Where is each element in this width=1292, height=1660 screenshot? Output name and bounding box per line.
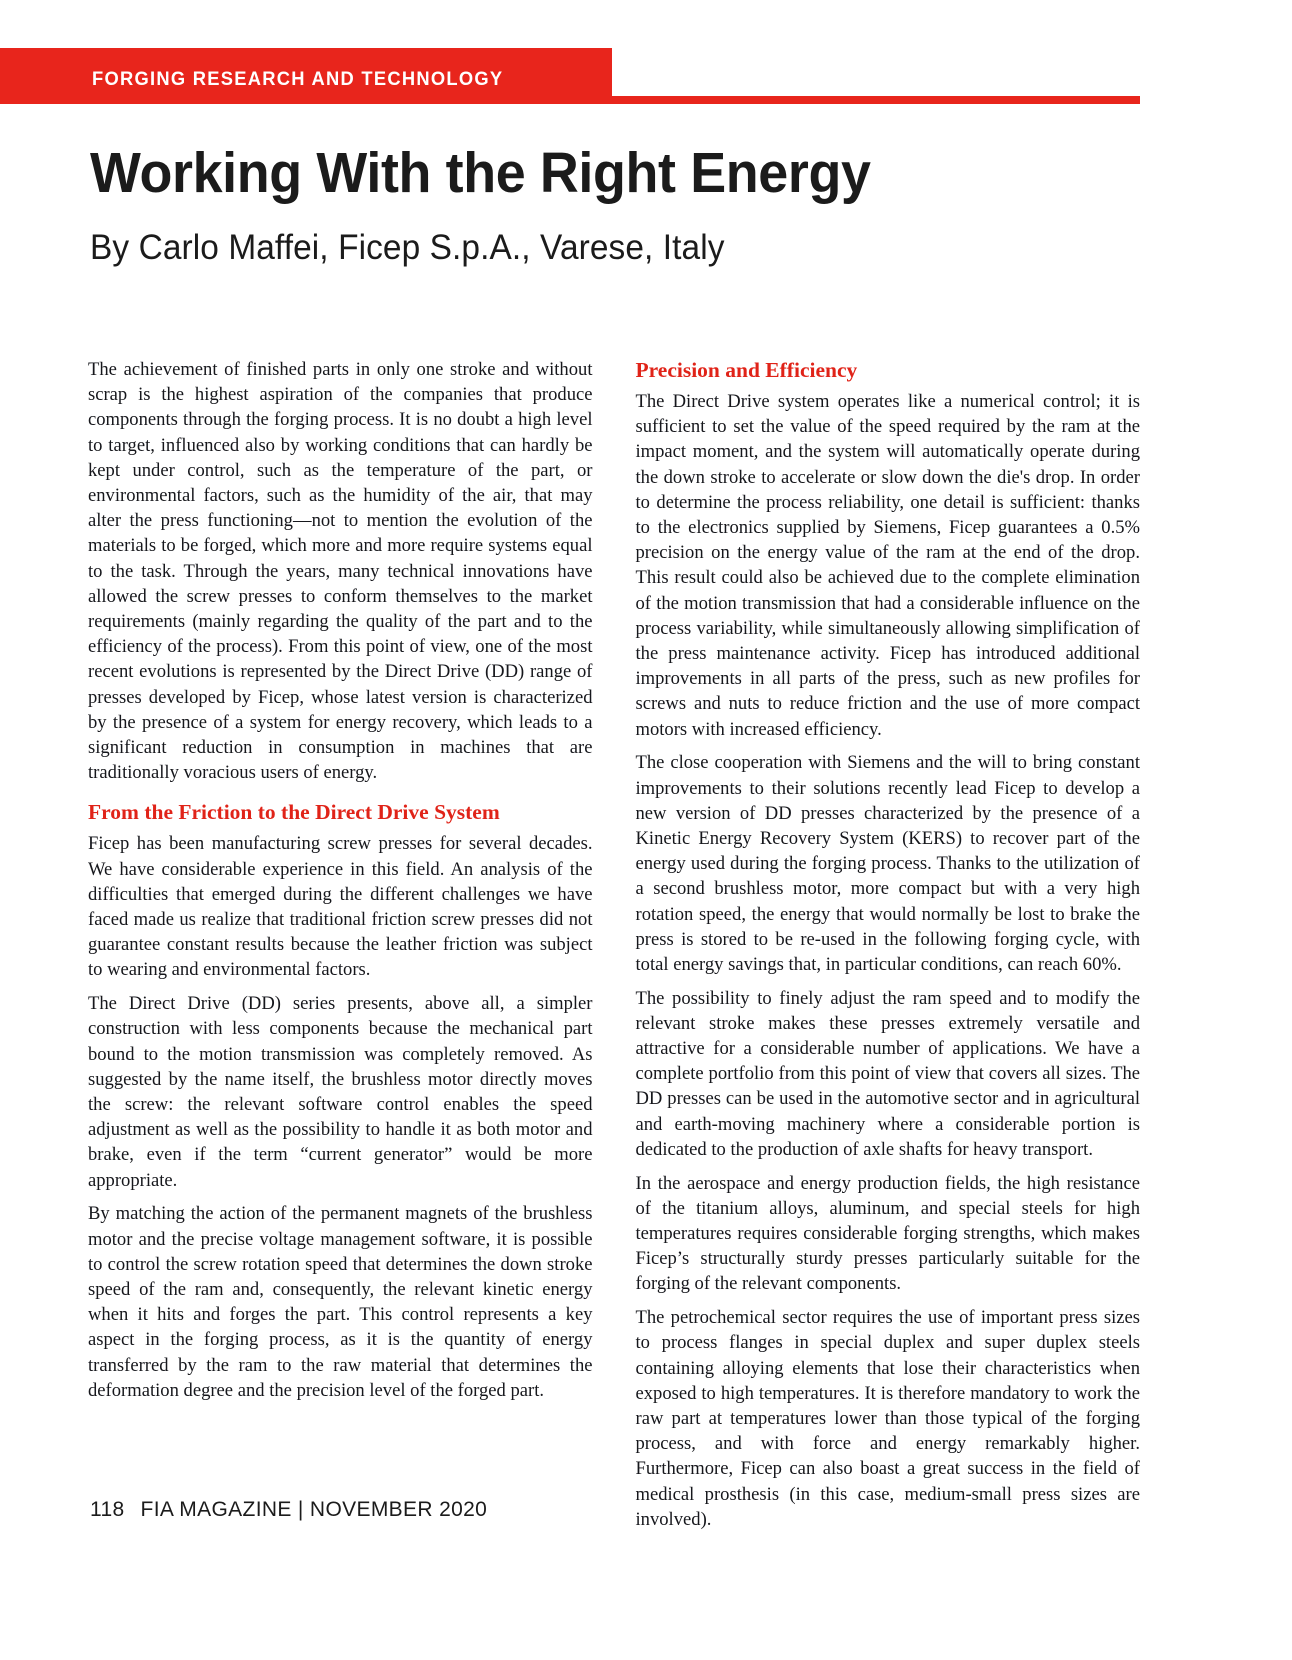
body-column-right xyxy=(636,357,1141,1532)
footer-page-number: 118 xyxy=(90,1498,125,1521)
body-paragraph: By matching the action of the permanent magnets of the brushless motor and the precise voltage management software, it is possible to control the screw rotation speed that determines the down stroke speed of the ram and, consequently, the relevant kinetic energy when it hits and forges the part. This control represents a key aspect in the forging process, as it is the quantity of energy transferred by the ram to the raw material that determines the deformation degree and the precision level of the forged part. xyxy=(88,1203,593,1401)
body-paragraph: The achievement of finished parts in only one stroke and without scrap is the highest aspiration of the companies that produce components through the forging process. It is no doubt a high level to target, influenced also by working conditions that can hardly be kept under control, such as the temperature of the part, or environmental factors, such as the humidity of the air, that may alter the press functioning—not to mention the evolution of the materials to be forged, which more and more require systems equal to the task. Through the years, many technical innovations have allowed the screw presses to conform themselves to the market requirements (mainly regarding the quality of the part and to the efficiency of the process). From this point of view, one of the most recent evolutions is represented by the Direct Drive (DD) range of presses developed by Ficep, whose latest version is characterized by the presence of a system for energy recovery, which leads to a significant reduction in consumption in machines that are traditionally voracious users of energy. xyxy=(88,359,593,784)
section-heading: From the Friction to the Direct Drive System xyxy=(88,800,500,825)
body-paragraph: The Direct Drive system operates like a numerical control; it is sufficient to set the value of the speed required by the ram at the impact moment, and the system will automatically operate during the down stroke to accelerate or slow down the die's drop. In order to determine the process reliability, one detail is sufficient: thanks to the electronics supplied by Siemens, Ficep guarantees a 0.5% precision on the energy value of the ram at the end of the drop. This result could also be achieved due to the complete elimination of the motion transmission that had a considerable influence on the process variability, while simultaneously allowing simplification of the press maintenance activity. Ficep has introduced additional improvements in all parts of the press, such as new profiles for screws and nuts to reduce friction and the use of more compact motors with increased efficiency. xyxy=(635,391,1140,740)
article-body xyxy=(88,357,1140,1532)
body-paragraph: The Direct Drive (DD) series presents, above all, a simpler construction with less components because the mechanical part bound to the motion transmission was completely removed. As suggested by the name itself, the brushless motor directly moves the screw: the relevant software control enables the speed adjustment as well as the possibility to handle it as both motor and brake, even if the term “current generator” would be more appropriate. xyxy=(88,993,593,1191)
body-paragraph: Ficep has been manufacturing screw presses for several decades. We have considerable experience in this field. An analysis of the difficulties that emerged during the different challenges we have faced made us realize that traditional friction screw presses did not guarantee constant results because the leather friction was subject to wearing and environmental factors. xyxy=(88,833,593,981)
body-paragraph: The petrochemical sector requires the use of important press sizes to process flanges in special duplex and super duplex steels containing alloying elements that lose their characteristics when exposed to high temperatures. It is therefore mandatory to work the raw part at temperatures lower than those typical of the forging process, and with force and energy remarkably higher. Furthermore, Ficep can also boast a great success in the field of medical prosthesis (in this case, medium-small press sizes are involved). xyxy=(635,1307,1140,1530)
article-byline: By Carlo Maffei, Ficep S.p.A., Varese, Italy xyxy=(90,228,725,267)
page-footer xyxy=(90,1498,487,1522)
body-paragraph: The close cooperation with Siemens and the will to bring constant improvements to their solutions recently lead Ficep to develop a new version of DD presses characterized by the presence of a Kinetic Energy Recovery System (KERS) to recover part of the energy used during the forging process. Thanks to the utilization of a second brushless motor, more compact but with a very high rotation speed, the energy that would normally be lost to brake the press is stored to be re-used in the following forging cycle, with total energy savings that, in particular conditions, can reach 60%. xyxy=(635,752,1140,975)
body-column-left xyxy=(88,357,593,1532)
body-paragraph: The possibility to finely adjust the ram speed and to modify the relevant stroke makes these presses extremely versatile and attractive for a considerable number of applications. We have a complete portfolio from this point of view that covers all sizes. The DD presses can be used in the automotive sector and in agricultural and earth-moving machinery where a considerable portion is dedicated to the production of axle shafts for heavy transport. xyxy=(635,987,1140,1160)
header-red-rule xyxy=(612,96,1140,104)
section-kicker: FORGING RESEARCH AND TECHNOLOGY xyxy=(92,68,504,90)
section-heading: Precision and Efficiency xyxy=(635,358,858,382)
body-paragraph: In the aerospace and energy production fields, the high resistance of the titanium alloys, aluminum, and special steels for high temperatures requires considerable forging strengths, which makes Ficep’s structurally sturdy presses particularly suitable for the forging of the relevant components. xyxy=(635,1172,1140,1295)
title-block xyxy=(90,142,1150,270)
footer-publication: FIA MAGAZINE | NOVEMBER 2020 xyxy=(140,1498,488,1521)
page-title: Working With the Right Energy xyxy=(90,141,871,205)
